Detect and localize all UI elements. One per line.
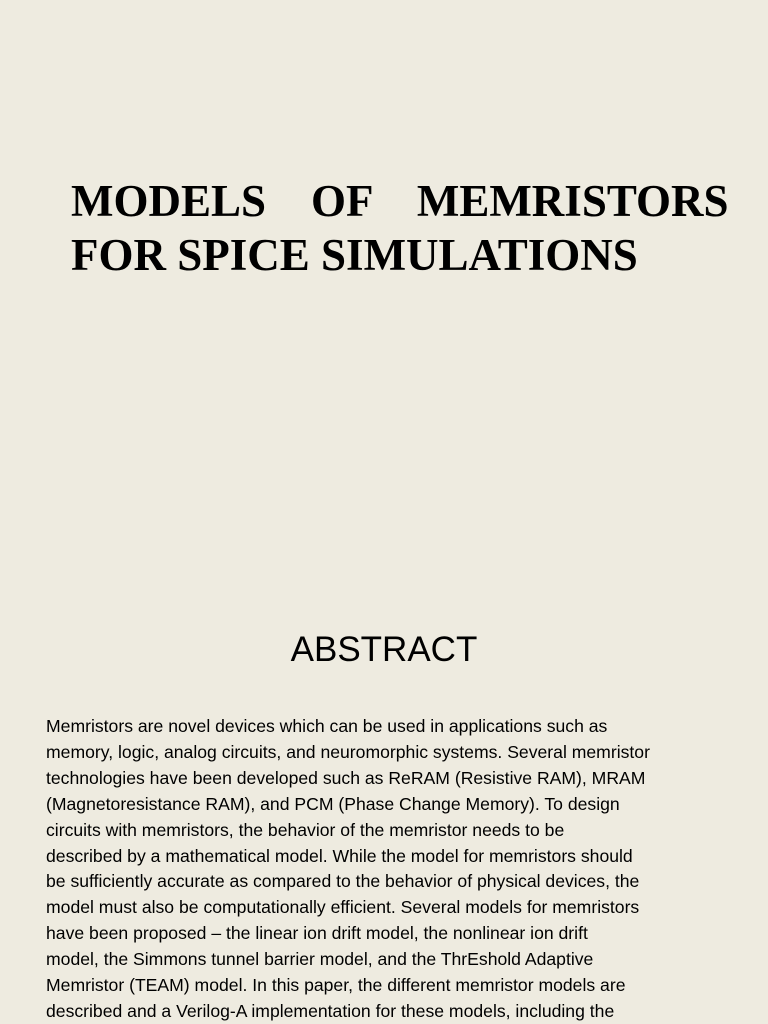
abstract-body <box>46 714 746 1024</box>
document-title <box>71 174 741 282</box>
abstract-line: be sufficiently accurate as compared to the behavior of physical devices, the <box>46 871 640 892</box>
abstract-line: memory, logic, analog circuits, and neuromorphic systems. Several memristor <box>46 741 650 762</box>
abstract-line: described and a Verilog-A implementation for these models, including the <box>46 1000 615 1021</box>
abstract-line: circuits with memristors, the behavior of the memristor needs to be <box>46 819 565 840</box>
abstract-line: Memristors are novel devices which can be used in applications such as <box>46 716 608 736</box>
abstract-line: Memristor (TEAM) model. In this paper, the different memristor models are <box>46 975 626 996</box>
title-line-2: FOR SPICE SIMULATIONS <box>71 230 638 280</box>
abstract-line: model must also be computationally efficient. Several models for memristors <box>46 897 640 918</box>
abstract-line: have been proposed – the linear ion drift model, the nonlinear ion drift <box>46 923 588 944</box>
title-line-1: MODELS OF MEMRISTORS <box>71 176 729 226</box>
abstract-heading: ABSTRACT <box>290 630 478 669</box>
abstract-line: technologies have been developed such as ReRAM (Resistive RAM), MRAM <box>46 767 646 788</box>
abstract-line: described by a mathematical model. While the model for memristors should <box>46 845 633 866</box>
abstract-line: model, the Simmons tunnel barrier model, and the ThrEshold Adaptive <box>46 949 594 970</box>
abstract-line: (Magnetoresistance RAM), and PCM (Phase Change Memory). To design <box>46 793 620 814</box>
